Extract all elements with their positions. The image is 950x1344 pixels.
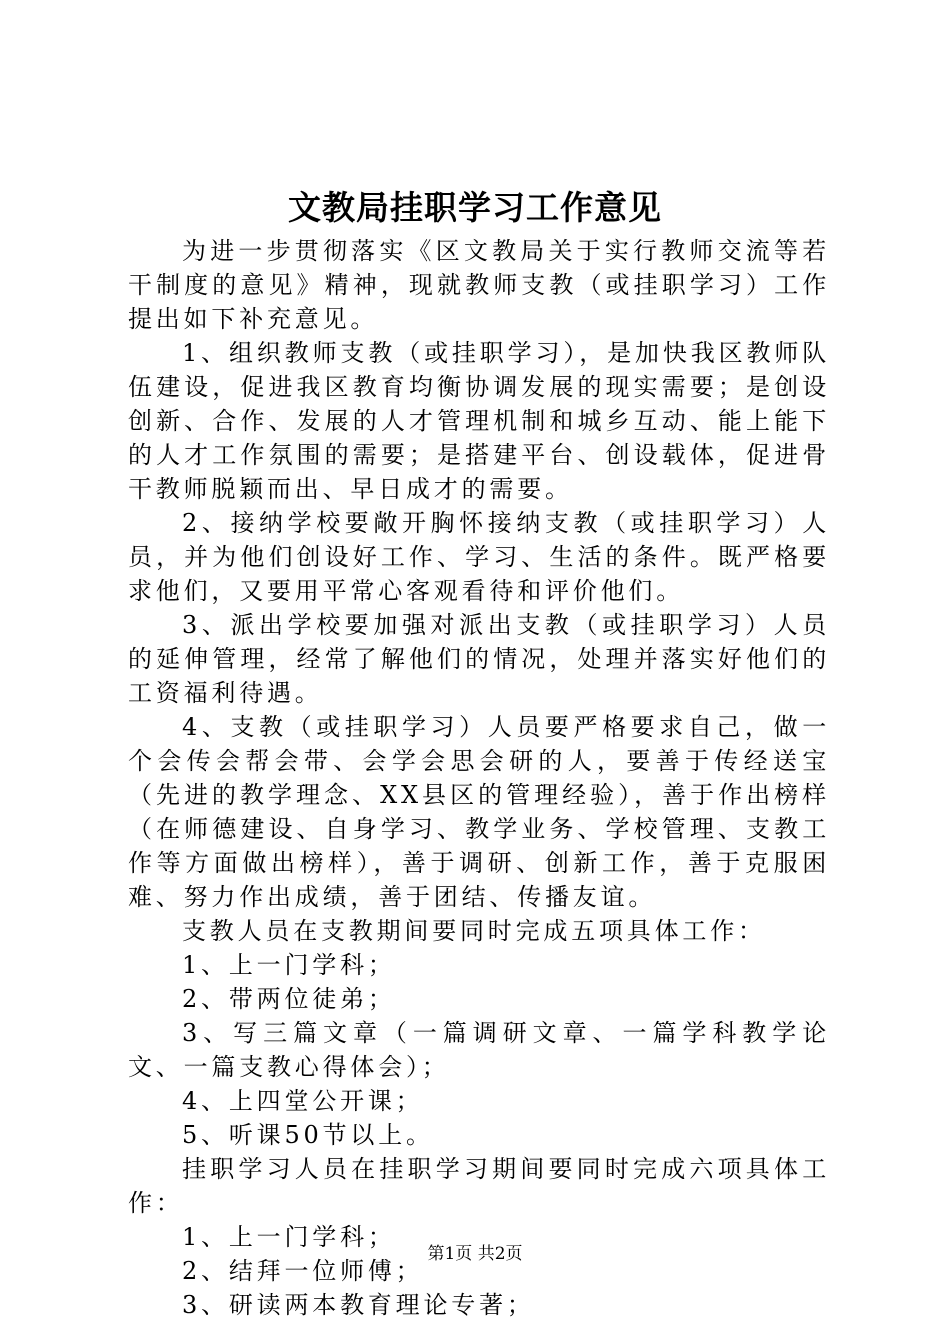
- paragraph-point-3: 3、派出学校要加强对派出支教（或挂职学习）人员的延伸管理，经常了解他们的情况，处理并落实好他们的工资福利待遇。: [128, 611, 830, 707]
- list-item: 4、上四堂公开课；: [182, 1087, 424, 1115]
- document-body: [128, 234, 830, 1322]
- list-item: 5、听课50节以上。: [182, 1121, 434, 1149]
- list-item: 1、上一门学科；: [182, 1223, 396, 1251]
- paragraph-point-4: 4、支教（或挂职学习）人员要严格要求自己，做一个会传会帮会带、会学会思会研的人，要善于传经送宝（先进的教学理念、XX县区的管理经验），善于作出榜样（在师德建设、自身学习、教学业务、学校管理、支教工作等方面做出榜样），善于调研、创新工作，善于克服困难、努力作出成绩，善于团结、传播友谊。: [128, 713, 830, 911]
- list-item: 3、研读两本教育理论专著；: [182, 1291, 535, 1319]
- list-item: 2、结拜一位师傅；: [182, 1257, 424, 1285]
- page-footer: 第1页 共2页: [427, 1244, 523, 1264]
- list-item: 1、上一门学科；: [182, 951, 396, 979]
- paragraph-point-2: 2、接纳学校要敞开胸怀接纳支教（或挂职学习）人员，并为他们创设好工作、学习、生活的条件。既严格要求他们，又要用平常心客观看待和评价他们。: [128, 509, 830, 605]
- paragraph-point-1: 1、组织教师支教（或挂职学习），是加快我区教师队伍建设，促进我区教育均衡协调发展的现实需要；是创设创新、合作、发展的人才管理机制和城乡互动、能上能下的人才工作氛围的需要；是搭建平台、创设载体，促进骨干教师脱颖而出、早日成才的需要。: [128, 339, 830, 503]
- list-item: 2、带两位徒弟；: [182, 985, 396, 1013]
- paragraph-secondment-heading: 挂职学习人员在挂职学习期间要同时完成六项具体工作：: [128, 1155, 830, 1217]
- paragraph-intro: 为进一步贯彻落实《区文教局关于实行教师交流等若干制度的意见》精神，现就教师支教（或挂职学习）工作提出如下补充意见。: [128, 237, 830, 333]
- list-item: 3、写三篇文章（一篇调研文章、一篇学科教学论文、一篇支教心得体会）；: [128, 1019, 830, 1081]
- document-title: 文教局挂职学习工作意见: [288, 188, 662, 227]
- paragraph-support-heading: 支教人员在支教期间要同时完成五项具体工作：: [182, 917, 766, 945]
